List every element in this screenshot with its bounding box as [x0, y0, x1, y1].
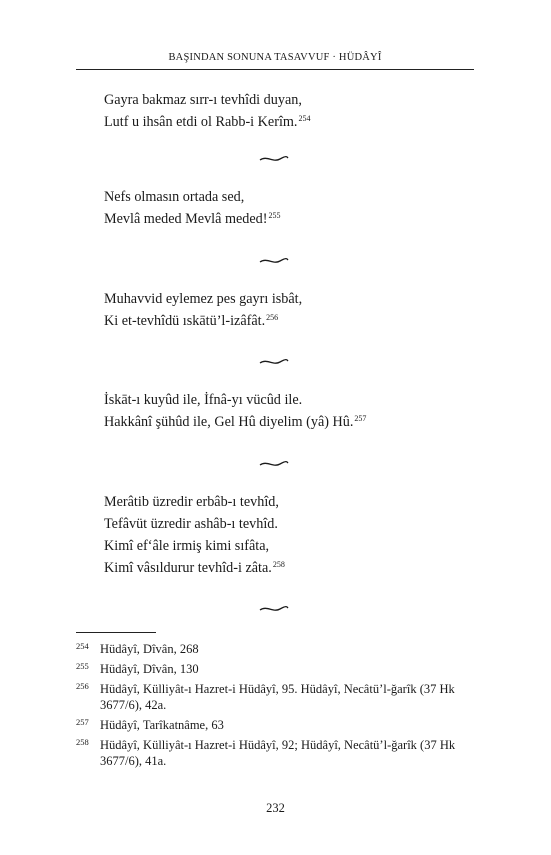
verse-line: Nefs olmasın ortada sed, — [104, 189, 245, 205]
footnote-number: 257 — [76, 717, 89, 727]
footnote-ref-258[interactable]: 258 — [272, 560, 285, 569]
verse-line: Kimî vâsıldurur tevhîd-i zâta.$^{258}$ — [104, 560, 285, 576]
stanza-5 — [104, 491, 285, 579]
tilde-ornament-icon — [259, 256, 289, 266]
tilde-ornament-icon — [259, 154, 289, 164]
footnote-number: 255 — [76, 661, 89, 671]
verse-line: Hakkânî şühûd ile, Gel Hû diyelim (yâ) Hû.$^{257}$ — [104, 414, 367, 430]
footnote-number: 254 — [76, 641, 89, 651]
footnote — [76, 737, 486, 769]
footnote — [76, 641, 486, 657]
footnote-number: 256 — [76, 681, 89, 691]
footnote-text: Hüdâyî, Dîvân, 130 — [100, 662, 199, 676]
footnote — [76, 681, 486, 713]
page-number: 232 — [266, 801, 285, 815]
footnote-ref-254[interactable]: 254 — [298, 114, 311, 123]
footnote-text: Hüdâyî, Külliyât-ı Hazret-i Hüdâyî, 95. Hüdâyî, Necâtü’l-ğarîk (37 Hk 3677/6), 42a. — [100, 682, 455, 712]
footnote — [76, 661, 486, 677]
footnotes — [76, 641, 486, 773]
footnote — [76, 717, 486, 733]
stanza-4 — [104, 389, 366, 433]
footnote-ref-257[interactable]: 257 — [354, 414, 367, 423]
footnote-text: Hüdâyî, Tarîkatnâme, 63 — [100, 718, 224, 732]
running-header: BAŞINDAN SONUNA TASAVVUF · HÜDÂYÎ — [168, 52, 382, 63]
verse-line: Merâtib üzredir erbâb-ı tevhîd, — [104, 494, 279, 510]
stanza-1 — [104, 89, 310, 133]
verse-line: Tefâvüt üzredir ashâb-ı tevhîd. — [104, 516, 278, 532]
footnote-ref-255[interactable]: 255 — [268, 211, 281, 220]
footnote-text: Hüdâyî, Külliyât-ı Hazret-i Hüdâyî, 92; Hüdâyî, Necâtü’l-ğarîk (37 Hk 3677/6), 41a. — [100, 738, 456, 768]
footnote-rule — [76, 632, 156, 633]
footnote-text: Hüdâyî, Dîvân, 268 — [100, 642, 199, 656]
stanza-2 — [104, 186, 281, 230]
verse-line: Gayra bakmaz sırr-ı tevhîdi duyan, — [104, 92, 302, 108]
tilde-ornament-icon — [259, 604, 289, 614]
verse-line: İskāt-ı kuyûd ile, İfnâ-yı vücûd ile. — [104, 392, 303, 408]
tilde-ornament-icon — [259, 459, 289, 469]
verse-line: Ki et-tevhîdü ıskātü’l-izâfât.$^{256}$ — [104, 313, 279, 329]
verse-line: Lutf u ihsân etdi ol Rabb-i Kerîm.$^{254}$ — [104, 114, 311, 130]
verse-line: Kimî ef‘âle irmiş kimi sıfâta, — [104, 538, 270, 554]
verse-line: Muhavvid eylemez pes gayrı isbât, — [104, 291, 303, 307]
header-rule — [76, 69, 474, 70]
footnote-number: 258 — [76, 737, 89, 747]
tilde-ornament-icon — [259, 357, 289, 367]
verse-line: Mevlâ meded Mevlâ meded!$^{255}$ — [104, 211, 281, 227]
stanza-3 — [104, 288, 302, 332]
footnote-ref-256[interactable]: 256 — [266, 313, 279, 322]
